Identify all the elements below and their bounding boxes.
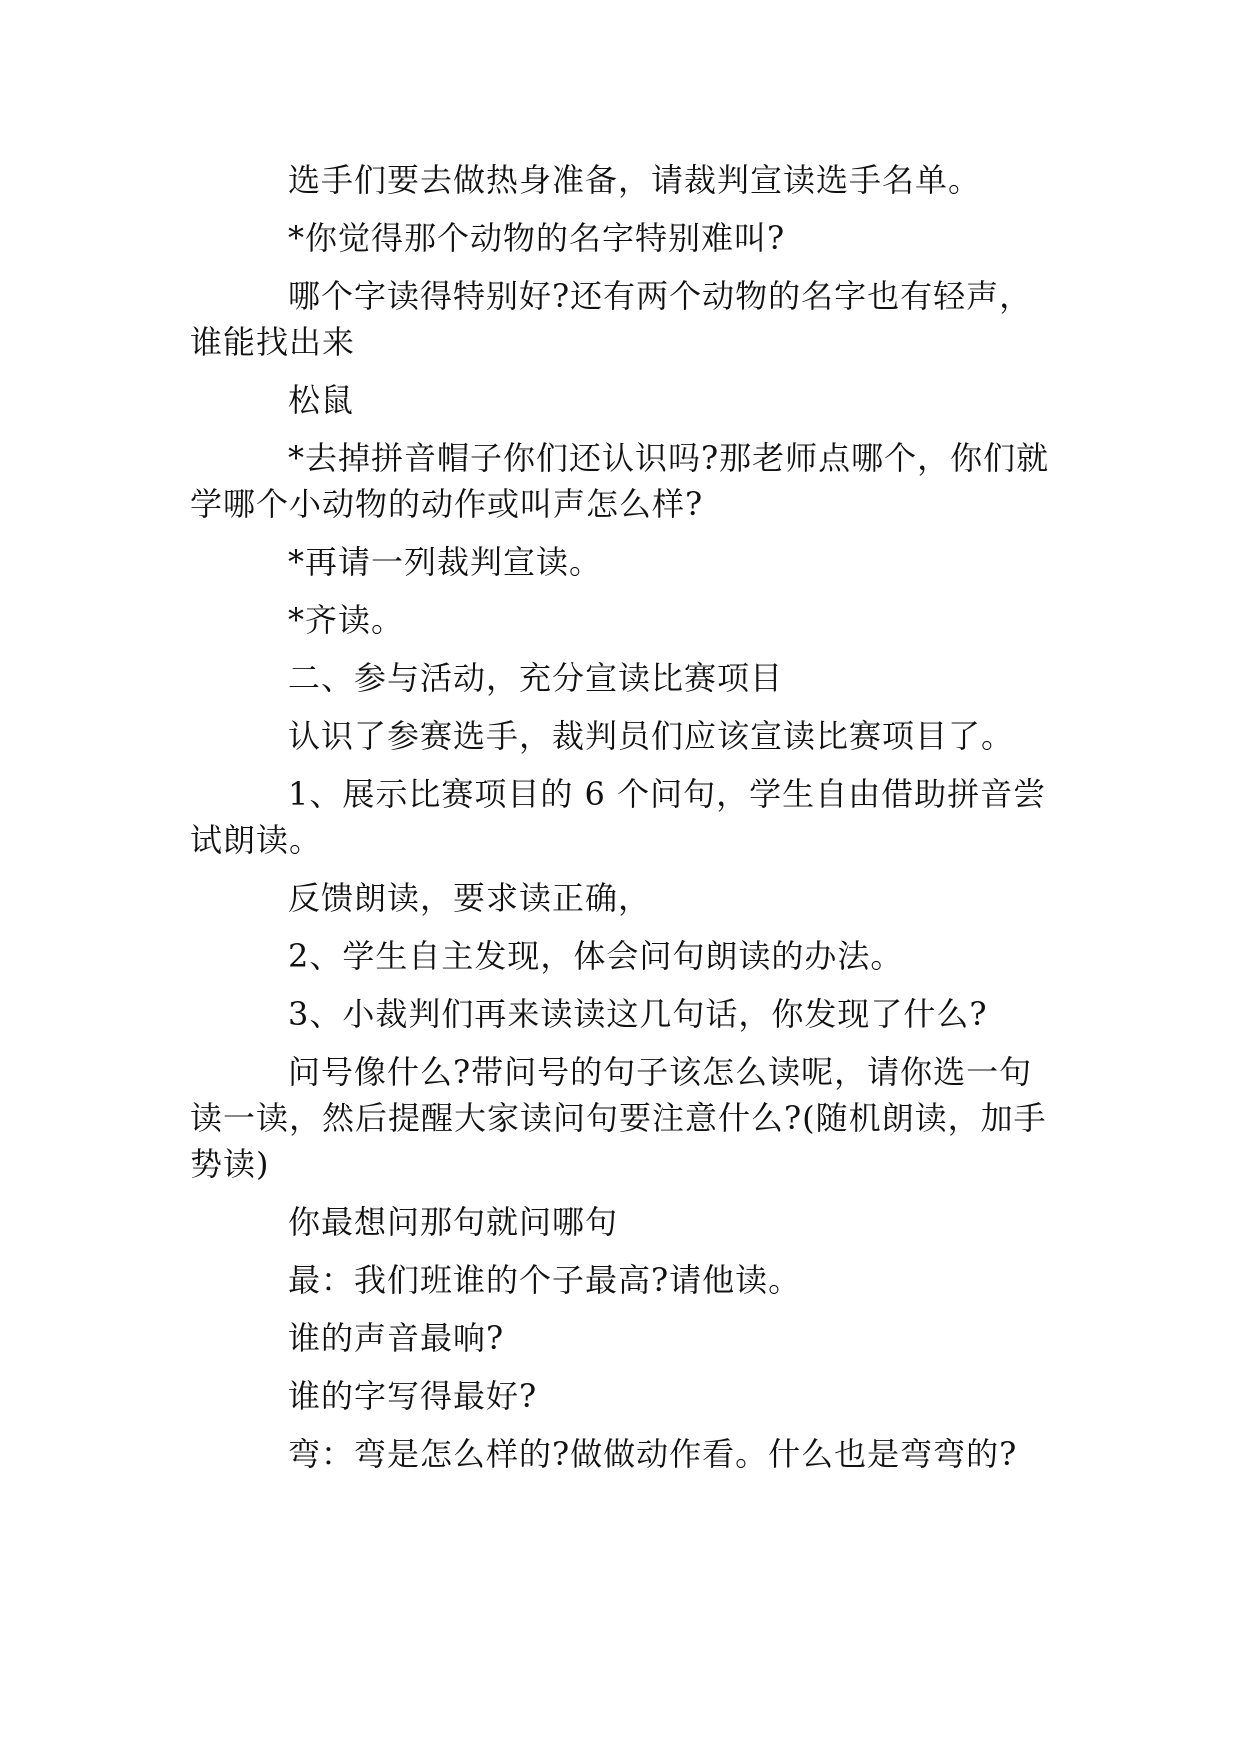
paragraph: 3、小裁判们再来读读这几句话，你发现了什么? [288,995,988,1033]
paragraph: 认识了参赛选手，裁判员们应该宣读比赛项目了。 [288,717,1015,755]
paragraph: *齐读。 [288,601,405,639]
paragraph: 反馈朗读，要求读正确， [288,879,652,917]
paragraph: 2、学生自主发现，体会问句朗读的办法。 [288,937,904,975]
paragraph: 选手们要去做热身准备，请裁判宣读选手名单。 [288,161,982,199]
paragraph: 弯：弯是怎么样的?做做动作看。什么也是弯弯的? [288,1435,1018,1473]
paragraph: 1、展示比赛项目的 6 个问句，学生自由借助拼音尝试朗读。 [190,775,1047,859]
section-heading: 二、参与活动，充分宣读比赛项目 [288,659,784,697]
paragraph: 谁的字写得最好? [288,1377,538,1415]
paragraph: *去掉拼音帽子你们还认识吗?那老师点哪个，你们就学哪个小动物的动作或叫声怎么样? [190,439,1050,523]
paragraph: 最：我们班谁的个子最高?请他读。 [288,1261,802,1299]
paragraph: 谁的声音最响? [288,1319,505,1357]
document-body [190,157,1060,1489]
paragraph: *再请一列裁判宣读。 [288,543,603,581]
paragraph: 松鼠 [288,381,355,419]
paragraph: 你最想问那句就问哪句 [288,1203,619,1241]
paragraph: 哪个字读得特别好?还有两个动物的名字也有轻声，谁能找出来 [190,277,1033,361]
paragraph: *你觉得那个动物的名字特别难叫? [288,219,786,257]
paragraph: 问号像什么?带问号的句子该怎么读呢，请你选一句读一读，然后提醒大家读问句要注意什么?(随机朗读，加手势读) [190,1053,1047,1183]
